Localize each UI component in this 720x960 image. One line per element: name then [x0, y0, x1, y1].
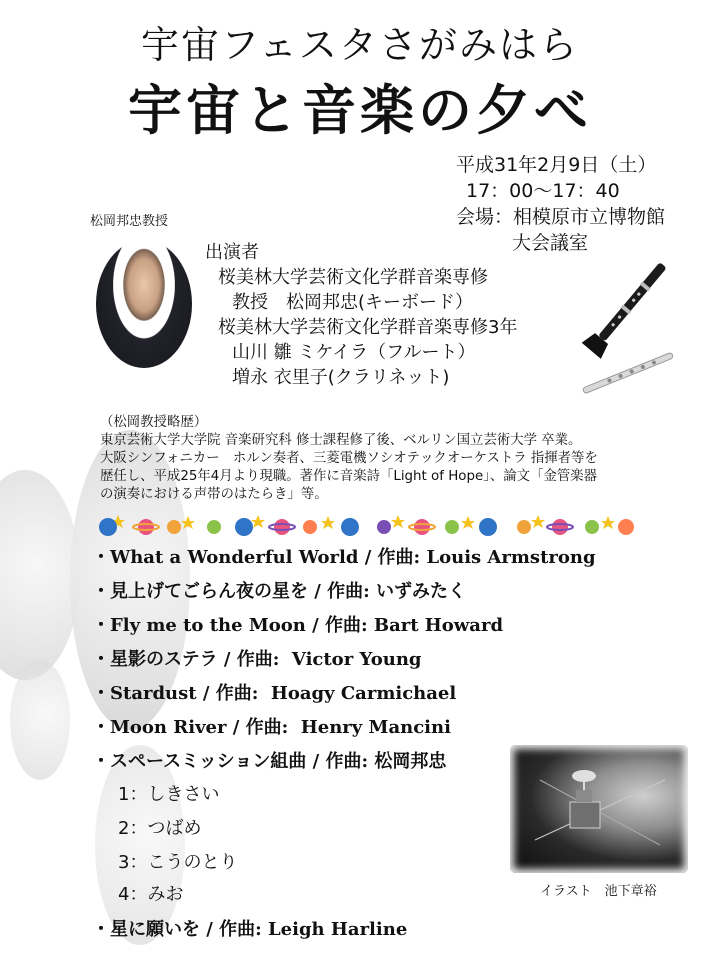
- performer-line: 桜美林大学芸術文化学群音楽専修3年: [218, 317, 518, 338]
- event-venue: 会場：相模原市立博物館: [456, 206, 666, 228]
- portrait-caption: 松岡邦忠教授: [90, 214, 169, 229]
- program-song: ・Stardust / 作曲: Hoagy Carmichael: [92, 683, 457, 704]
- event-time: 17：00～17：40: [466, 180, 620, 202]
- bio-line: 大阪シンフォニカー ホルン奏者、三菱電機ソシオテックオーケストラ 指揮者等を: [100, 451, 598, 466]
- subtitle-heading: 宇宙フェスタさがみはら: [140, 23, 580, 67]
- decorative-bubble: [0, 470, 80, 680]
- portrait-photo: [96, 240, 192, 368]
- illustration-credit: イラスト 池下章裕: [540, 884, 657, 899]
- event-venue-room: 大会議室: [512, 232, 589, 254]
- performer-line: 山川 雛 ミケイラ（フルート）: [232, 342, 476, 363]
- program-song: ・What a Wonderful World / 作曲: Louis Armstrong: [92, 547, 596, 568]
- suite-movement: 4：みお: [118, 884, 184, 905]
- suite-movement: 2：つばめ: [118, 818, 202, 839]
- bio-line: 歴任し、平成25年4月より現職。著作に音楽詩「Light of Hope」、論文「金管楽器: [100, 469, 598, 484]
- bio-heading: （松岡教授略歴）: [100, 415, 208, 430]
- performer-line: 桜美林大学芸術文化学群音楽専修: [218, 267, 488, 288]
- program-song: ・星影のステラ / 作曲: Victor Young: [92, 649, 422, 670]
- bio-line: 東京芸術大学大学院 音楽研究科 修士課程修了後、ベルリン国立芸術大学 卒業。: [100, 433, 582, 448]
- satellite-icon: [530, 760, 670, 860]
- performers-heading: 出演者: [205, 242, 259, 263]
- main-title: 宇宙と音楽の夕べ: [128, 79, 592, 142]
- event-date: 平成31年2月9日（土）: [456, 154, 657, 176]
- performer-line: 増永 衣里子(クラリネット): [232, 367, 450, 388]
- suite-movement: 3：こうのとり: [118, 852, 238, 873]
- suite-movement: 1：しきさい: [118, 784, 220, 805]
- planet-star-border: [96, 512, 646, 542]
- decorative-bubble: [10, 660, 70, 780]
- bio-line: の演奏における声帯のはたらき」等。: [100, 487, 328, 502]
- flute-icon: [578, 348, 678, 398]
- program-song: ・Fly me to the Moon / 作曲: Bart Howard: [92, 615, 504, 636]
- program-song: ・スペースミッション組曲 / 作曲: 松岡邦忠: [92, 751, 447, 772]
- performer-line: 教授 松岡邦忠(キーボード）: [232, 292, 474, 313]
- program-song: ・星に願いを / 作曲: Leigh Harline: [92, 919, 408, 940]
- program-song: ・見上げてごらん夜の星を / 作曲: いずみたく: [92, 581, 467, 602]
- program-song: ・Moon River / 作曲: Henry Mancini: [92, 717, 451, 738]
